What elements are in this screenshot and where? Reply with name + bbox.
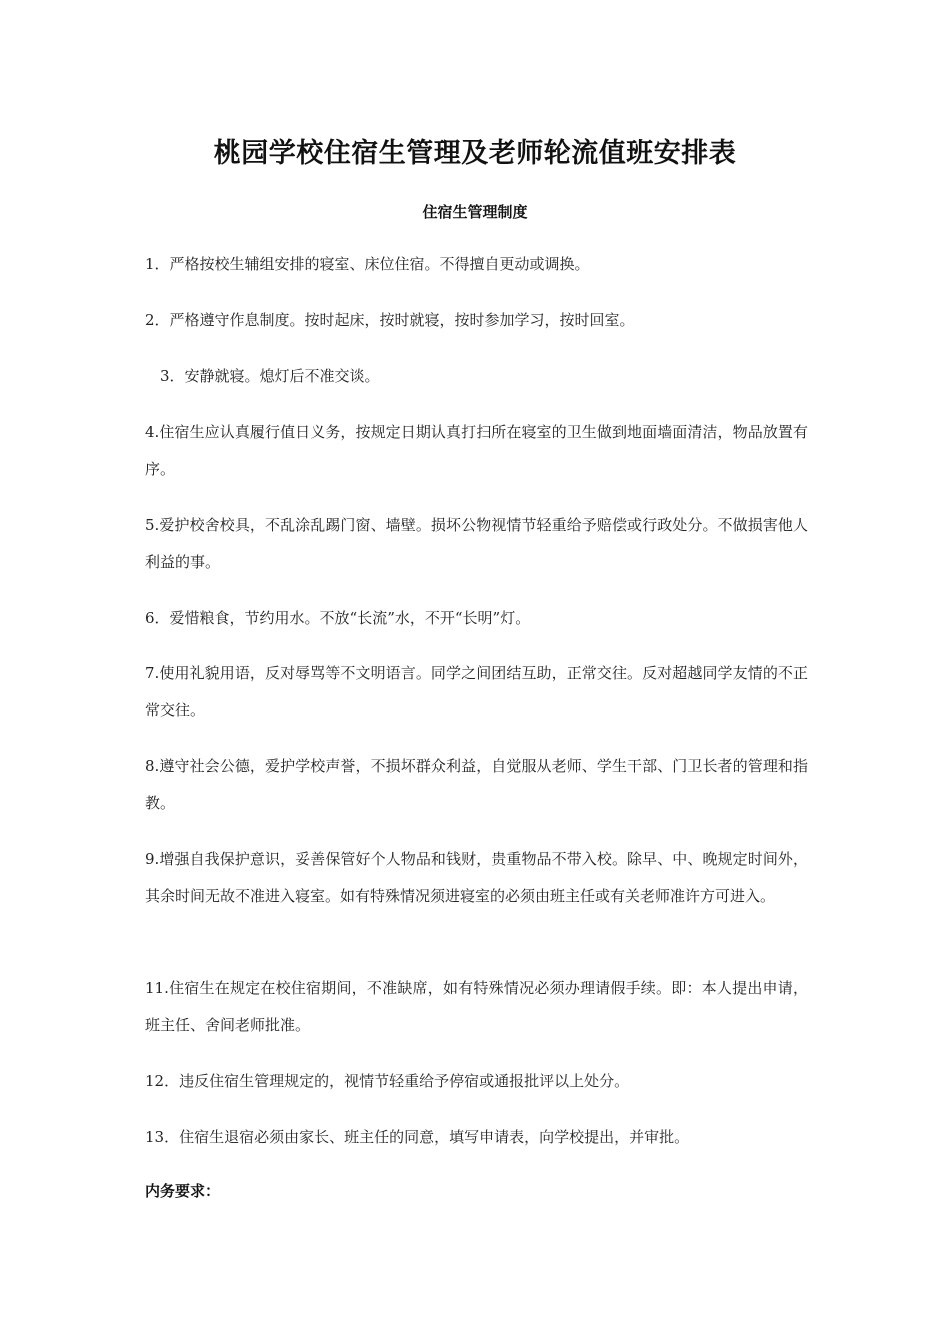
housekeeping-heading: 内务要求： <box>145 1182 221 1200</box>
rule-item-6: 6．爱惜粮食，节约用水。不放“长流”水，不开“长明”灯。 <box>145 609 531 627</box>
rule-item-8: 8.遵守社会公德，爱护学校声誉，不损坏群众利益，自觉服从老师、学生干部、门卫长者的管理和指教。 <box>145 757 808 812</box>
rule-item-5: 5.爱护校舍校具，不乱涂乱踢门窗、墙壁。损坏公物视情节轻重给予赔偿或行政处分。不做损害他人利益的事。 <box>145 516 808 571</box>
rule-item-9: 9.增强自我保护意识，妥善保管好个人物品和钱财，贵重物品不带入校。除早、中、晚规定时间外，其余时间无故不准进入寝室。如有特殊情况须进寝室的必须由班主任或有关老师准许方可进入。 <box>145 850 808 905</box>
rule-item-2: 2．严格遵守作息制度。按时起床，按时就寝，按时参加学习，按时回室。 <box>145 311 635 329</box>
section-subtitle: 住宿生管理制度 <box>422 203 528 221</box>
rule-item-1: 1．严格按校生辅组安排的寝室、床位住宿。不得擅自更动或调换。 <box>145 255 590 273</box>
rule-item-4: 4.住宿生应认真履行值日义务，按规定日期认真打扫所在寝室的卫生做到地面墙面清洁，物品放置有序。 <box>145 423 808 478</box>
document-title: 桃园学校住宿生管理及老师轮流值班安排表 <box>213 138 737 169</box>
rule-item-12: 12．违反住宿生管理规定的，视情节轻重给予停宿或通报批评以上处分。 <box>145 1072 630 1090</box>
rule-item-11: 11.住宿生在规定在校住宿期间，不准缺席，如有特殊情况必须办理请假手续。即：本人提出申请，班主任、舍间老师批准。 <box>145 979 808 1034</box>
rule-item-3: 3．安静就寝。熄灯后不准交谈。 <box>160 367 380 385</box>
rule-item-7: 7.使用礼貌用语，反对辱骂等不文明语言。同学之间团结互助，正常交往。反对超越同学友情的不正常交往。 <box>145 664 808 719</box>
rule-item-13: 13．住宿生退宿必须由家长、班主任的同意，填写申请表，向学校提出，并审批。 <box>145 1128 690 1146</box>
